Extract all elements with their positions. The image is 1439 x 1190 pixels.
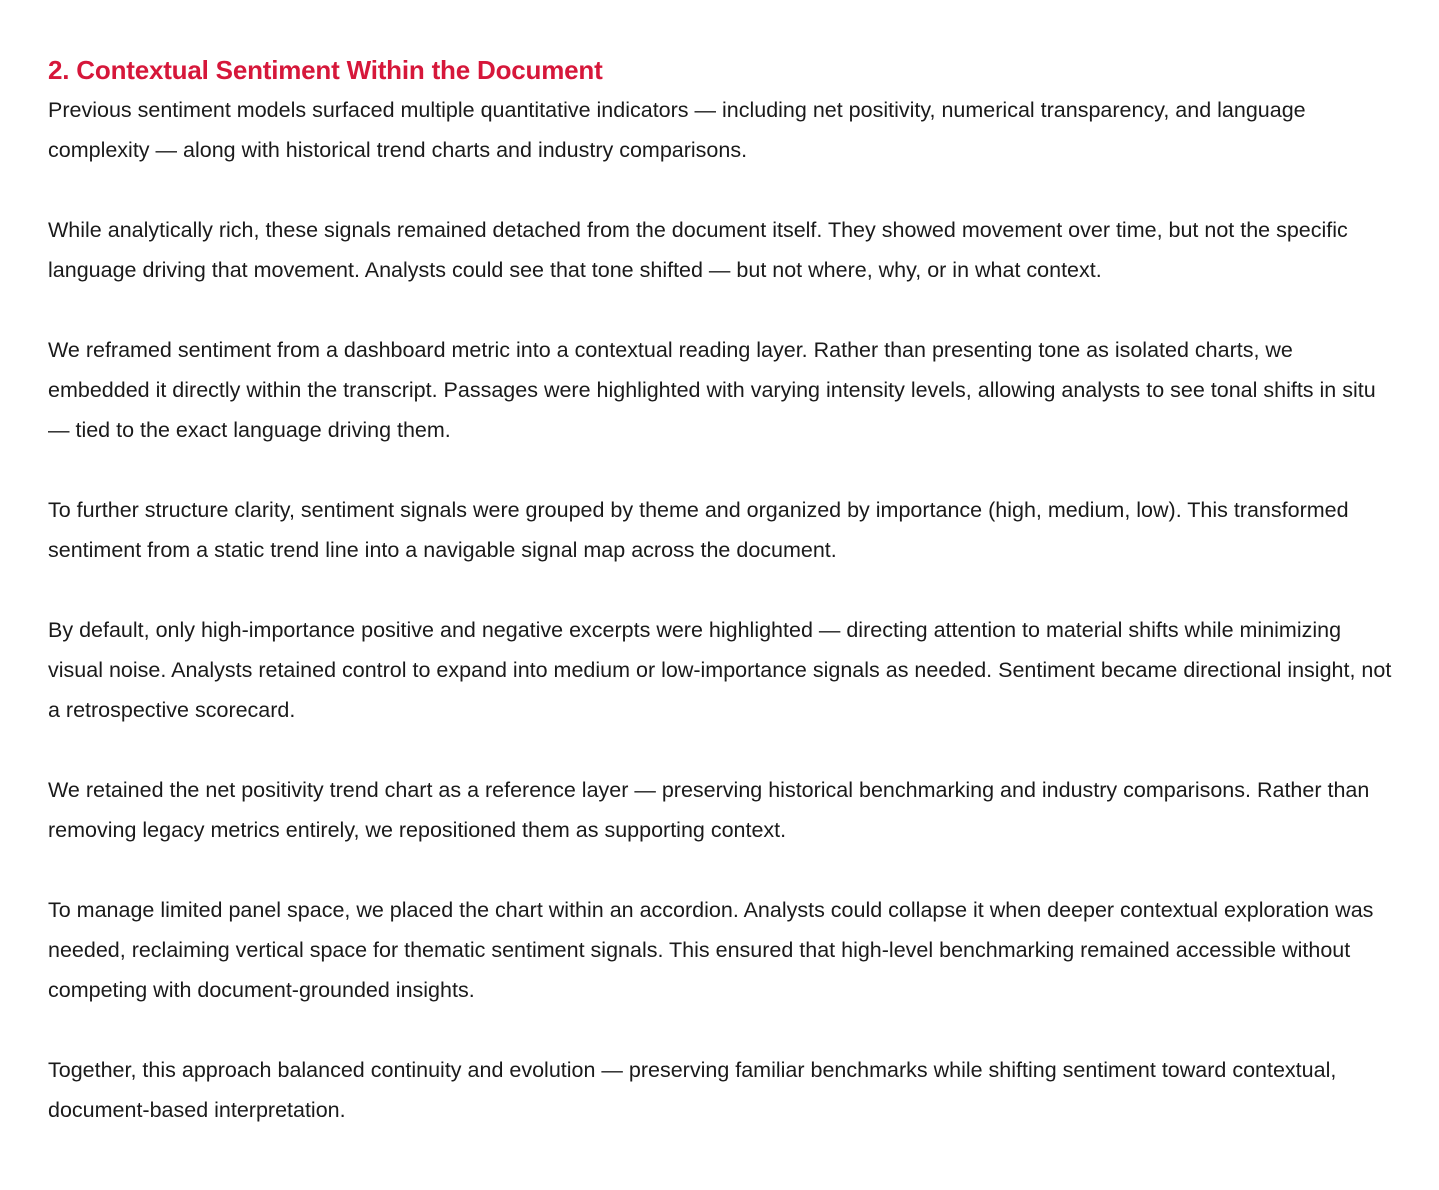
paragraph: Together, this approach balanced continuity and evolution — preserving familiar benchmarks while shifting sentiment toward contextual, document-based interpretation. xyxy=(48,1058,1337,1122)
paragraph: While analytically rich, these signals remained detached from the document itself. They showed movement over time, but not the specific language driving that movement. Analysts could see that tone shifted — but not where, why, or in what context. xyxy=(48,218,1348,282)
section-heading: 2. Contextual Sentiment Within the Document xyxy=(48,55,603,85)
paragraph: We retained the net positivity trend chart as a reference layer — preserving historical benchmarking and industry comparisons. Rather than removing legacy metrics entirely, we repositioned them as supporting context. xyxy=(48,778,1370,842)
paragraph: To manage limited panel space, we placed the chart within an accordion. Analysts could collapse it when deeper contextual exploration was needed, reclaiming vertical space for thematic sentiment signals. This ensured that high-level benchmarking remained accessible without competing with document-grounded insights. xyxy=(48,898,1374,1002)
paragraph: To further structure clarity, sentiment signals were grouped by theme and organized by importance (high, medium, low). This transformed sentiment from a static trend line into a navigable signal map across the document. xyxy=(48,498,1349,562)
content-section xyxy=(48,52,1398,1130)
paragraph: Previous sentiment models surfaced multiple quantitative indicators — including net positivity, numerical transparency, and language complexity — along with historical trend charts and industry comparisons. xyxy=(48,98,1306,162)
paragraph: We reframed sentiment from a dashboard metric into a contextual reading layer. Rather than presenting tone as isolated charts, we embedded it directly within the transcript. Passages were highlighted with varying intensity levels, allowing analysts to see tonal shifts in situ — tied to the exact language driving them. xyxy=(48,338,1376,442)
paragraph: By default, only high-importance positive and negative excerpts were highlighted — directing attention to material shifts while minimizing visual noise. Analysts retained control to expand into medium or low-importance signals as needed. Sentiment became directional insight, not a retrospective scorecard. xyxy=(48,618,1392,722)
